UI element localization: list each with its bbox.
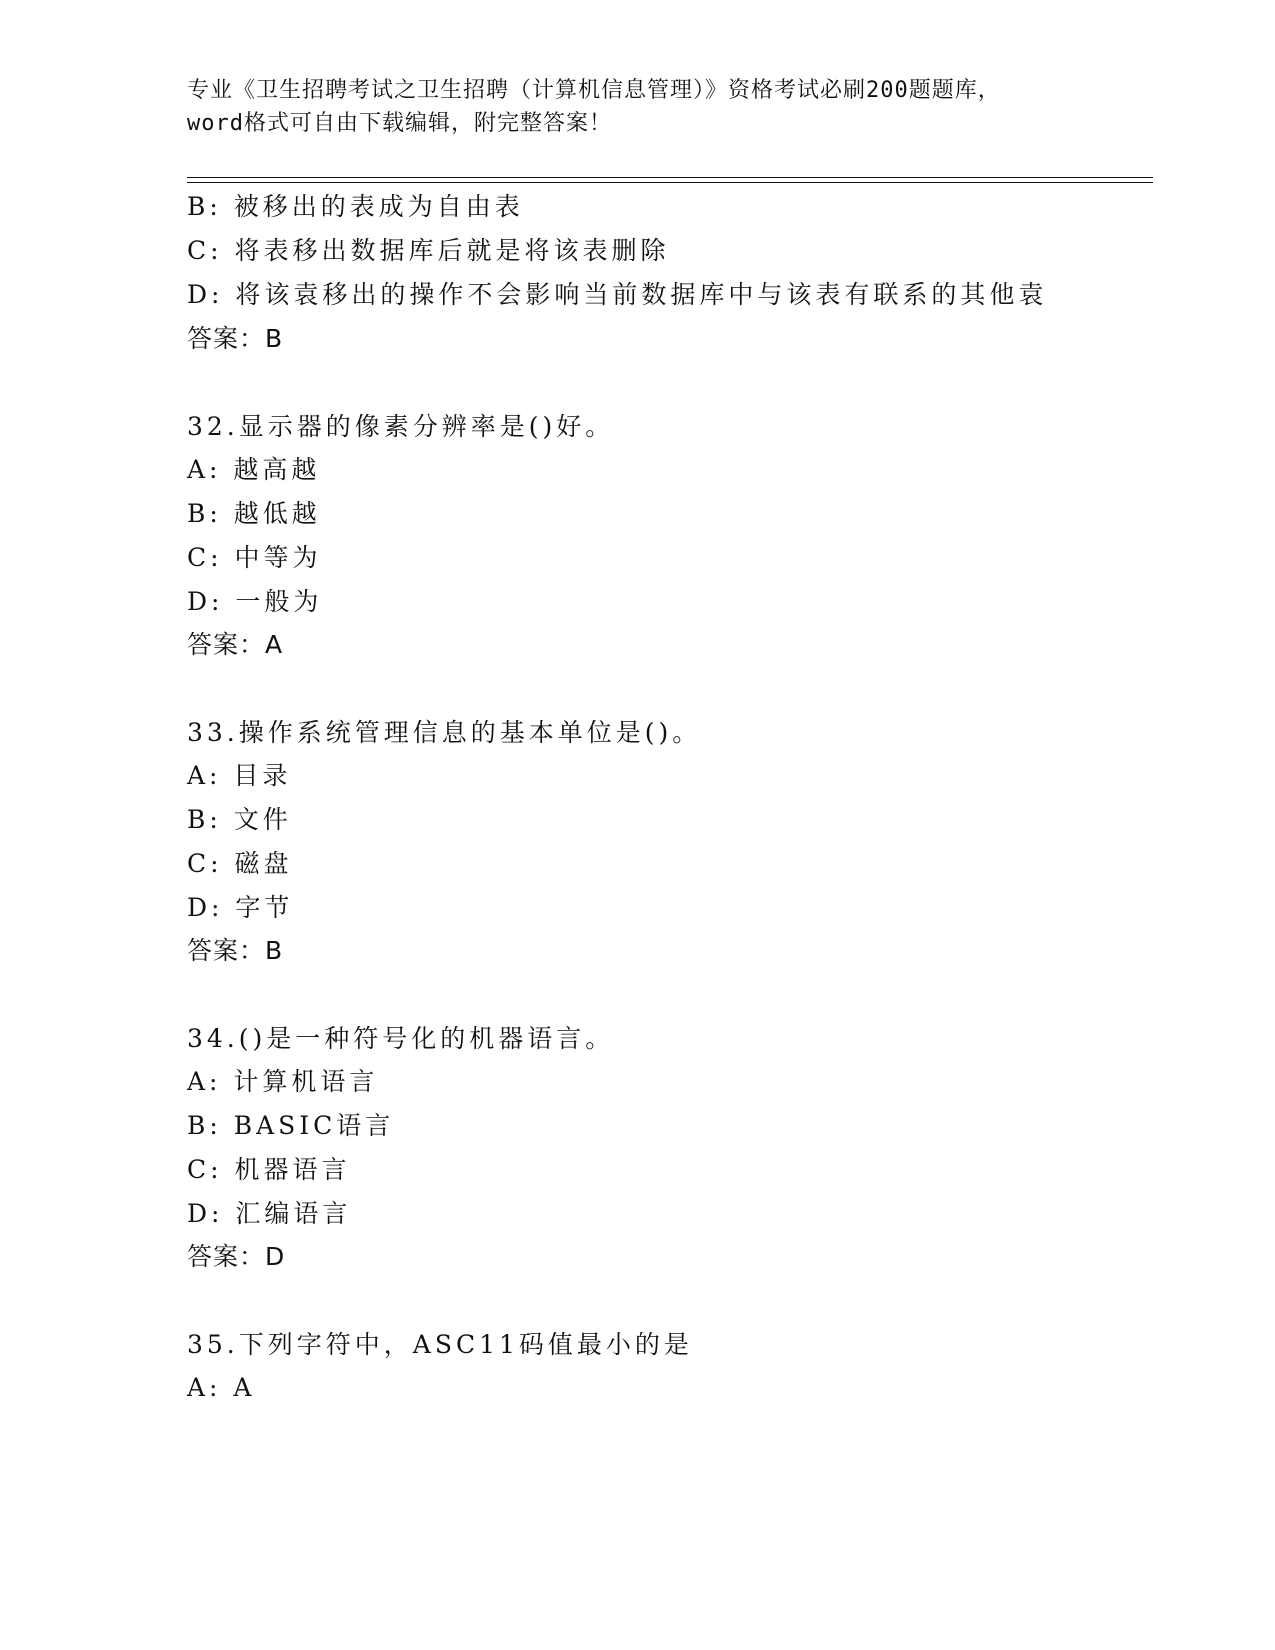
q34-question: 34.()是一种符号化的机器语言。 xyxy=(187,1024,615,1053)
q34-option-a: A: 计算机语言 xyxy=(187,1067,379,1096)
q33-question: 33.操作系统管理信息的基本单位是()。 xyxy=(187,718,702,747)
q35-option-a: A: A xyxy=(187,1373,256,1402)
q33-option-b: B: 文件 xyxy=(187,805,292,834)
q34-option-c: C: 机器语言 xyxy=(187,1155,351,1184)
q35-question: 35.下列字符中，ASC11码值最小的是 xyxy=(187,1330,693,1359)
q32-answer: 答案：A xyxy=(187,630,284,659)
q33-option-d: D: 字节 xyxy=(187,893,294,922)
document-header xyxy=(187,74,1087,140)
q33-option-a: A: 目录 xyxy=(187,761,292,790)
q34-option-b: B: BASIC语言 xyxy=(187,1111,395,1140)
header-divider-bottom xyxy=(187,182,1153,183)
q33-option-c: C: 磁盘 xyxy=(187,849,293,878)
q33-answer: 答案：B xyxy=(187,936,284,965)
q32-option-b: B: 越低越 xyxy=(187,499,321,528)
q34-answer: 答案：D xyxy=(187,1242,286,1271)
q32-question: 32.显示器的像素分辨率是()好。 xyxy=(187,412,615,441)
q32-option-a: A: 越高越 xyxy=(187,455,321,484)
header-divider-top xyxy=(187,177,1153,178)
q31-answer: 答案：B xyxy=(187,324,284,353)
q31-option-b: B: 被移出的表成为自由表 xyxy=(187,192,524,221)
q32-option-d: D: 一般为 xyxy=(187,587,323,616)
q31-option-c: C: 将表移出数据库后就是将该表删除 xyxy=(187,236,670,265)
q31-option-d: D: 将该袁移出的操作不会影响当前数据库中与该表有联系的其他袁 xyxy=(187,280,1048,309)
header-title-line-1: 专业《卫生招聘考试之卫生招聘（计算机信息管理）》资格考试必刷200题题库， xyxy=(187,78,1001,103)
q34-option-d: D: 汇编语言 xyxy=(187,1199,352,1228)
header-title-line-2: word格式可自由下载编辑，附完整答案！ xyxy=(187,111,612,136)
q32-option-c: C: 中等为 xyxy=(187,543,322,572)
